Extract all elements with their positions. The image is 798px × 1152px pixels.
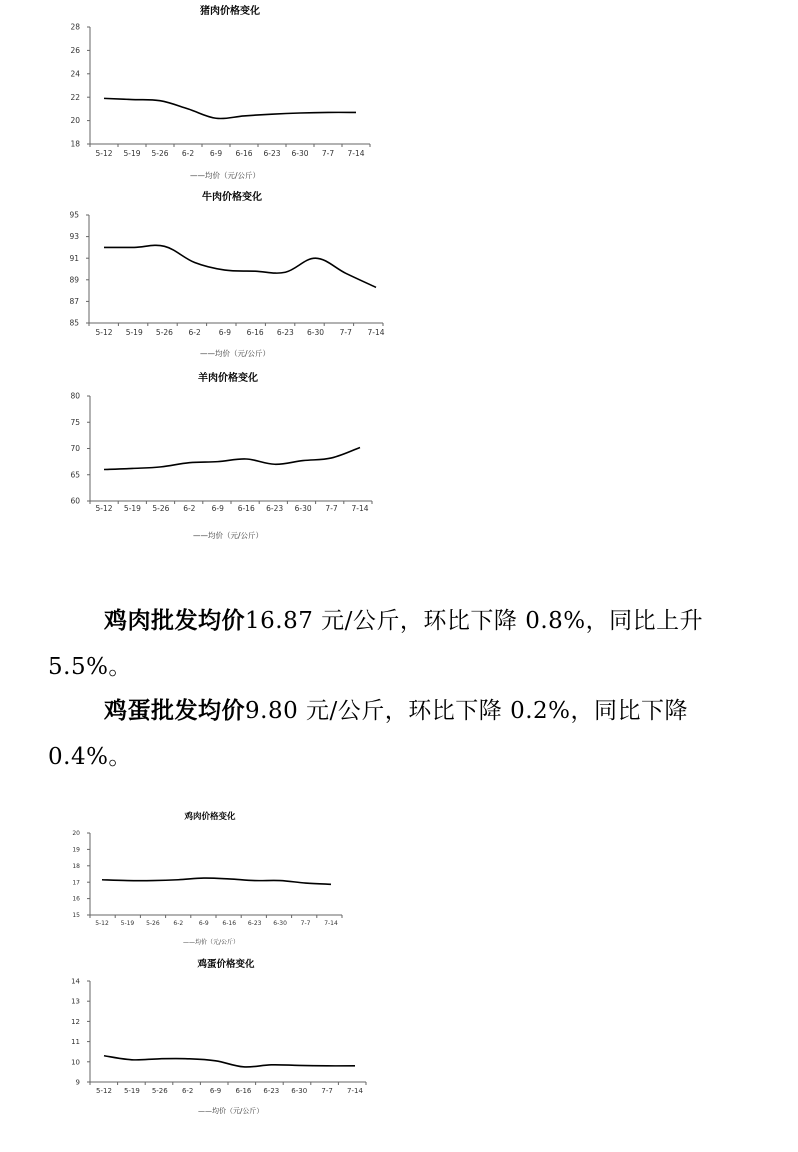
y-tick-label: 89 (69, 275, 79, 285)
x-tick-label: 7-14 (324, 920, 338, 927)
chart-title: 牛肉价格变化 (202, 192, 262, 203)
x-tick-label: 5-12 (95, 328, 113, 337)
x-tick-label: 6-9 (211, 504, 224, 513)
y-tick-label: 19 (72, 846, 80, 854)
x-tick-label: 6-30 (291, 1087, 308, 1095)
x-tick-label: 6-23 (263, 1087, 280, 1095)
y-tick-label: 18 (70, 139, 80, 149)
x-tick-label: 5-12 (95, 149, 113, 158)
x-tick-label: 5-26 (146, 920, 160, 927)
pork-price-chart (0, 0, 400, 190)
x-tick-label: 6-9 (218, 328, 232, 337)
x-tick-label: 6-9 (209, 1087, 222, 1095)
y-tick-label: 60 (70, 496, 80, 506)
chart-title: 猪肉价格变化 (200, 6, 260, 17)
x-tick-label: 5-19 (125, 328, 143, 337)
y-tick-label: 24 (70, 69, 80, 79)
series-line (104, 447, 360, 469)
legend-entry: ——均价（元/公斤） (198, 1107, 264, 1115)
x-tick-label: 5-26 (151, 1087, 168, 1095)
x-tick-label: 5-26 (152, 504, 170, 513)
y-tick-label: 87 (69, 297, 79, 307)
series-line (102, 878, 331, 884)
legend-entry: ——均价（元/公斤） (200, 349, 271, 358)
x-tick-label: 7-7 (339, 328, 352, 337)
x-tick-label: 6-16 (235, 1087, 252, 1095)
y-tick-label: 93 (69, 232, 79, 242)
y-tick-label: 95 (69, 210, 79, 220)
series-line (104, 1056, 355, 1067)
y-tick-label: 80 (70, 391, 80, 401)
x-tick-label: 7-7 (325, 504, 338, 513)
x-tick-label: 6-2 (181, 1087, 194, 1095)
legend-entry: ——均价（元/公斤） (193, 531, 264, 540)
x-tick-label: 6-30 (273, 920, 287, 927)
x-tick-label: 6-16 (222, 920, 237, 927)
y-tick-label: 22 (70, 92, 80, 102)
series-line (104, 245, 376, 287)
beef-price-chart (0, 186, 400, 366)
x-tick-label: 6-23 (276, 328, 294, 337)
x-tick-label: 6-9 (198, 920, 209, 927)
chicken-price-body: 16.87 元/公斤，环比下降 0.8%，同比上升 5.5%。 (48, 608, 704, 680)
egg-price-body: 9.80 元/公斤，环比下降 0.2%，同比下降 0.4%。 (48, 698, 689, 770)
chicken-price-paragraph (48, 598, 748, 690)
y-tick-label: 10 (71, 1058, 80, 1067)
y-tick-label: 91 (69, 253, 79, 263)
x-tick-label: 6-2 (188, 328, 201, 337)
x-tick-label: 5-12 (95, 920, 109, 927)
y-tick-label: 65 (70, 470, 80, 480)
y-tick-label: 11 (71, 1038, 80, 1047)
x-tick-label: 6-30 (294, 504, 312, 513)
egg-price-lead: 鸡蛋批发均价 (104, 697, 245, 724)
y-tick-label: 26 (70, 46, 80, 56)
x-tick-label: 6-2 (181, 149, 195, 158)
legend-entry: ——均价（元/公斤） (190, 171, 261, 180)
y-tick-label: 14 (71, 977, 80, 986)
x-tick-label: 5-19 (120, 920, 135, 927)
y-tick-label: 20 (70, 116, 80, 126)
chicken-price-lead: 鸡肉批发均价 (104, 607, 245, 634)
x-tick-label: 5-12 (96, 1087, 112, 1095)
chart-title: 羊肉价格变化 (198, 373, 258, 384)
y-tick-label: 17 (72, 879, 80, 887)
x-tick-label: 5-26 (155, 328, 173, 337)
mutton-price-chart (0, 368, 400, 553)
chart-title: 鸡肉价格变化 (184, 812, 236, 822)
x-tick-label: 6-2 (183, 504, 196, 513)
y-tick-label: 75 (70, 417, 80, 427)
x-tick-label: 6-30 (291, 149, 309, 158)
x-tick-label: 6-16 (235, 149, 253, 158)
x-tick-label: 5-19 (123, 504, 141, 513)
y-tick-label: 13 (71, 997, 80, 1006)
x-tick-label: 5-19 (123, 1087, 140, 1095)
x-tick-label: 5-12 (95, 504, 113, 513)
x-tick-label: 6-16 (237, 504, 255, 513)
legend-entry: ——均价（元/公斤） (183, 939, 240, 946)
y-tick-label: 70 (70, 444, 80, 454)
x-tick-label: 5-19 (123, 149, 141, 158)
x-tick-label: 6-16 (246, 328, 264, 337)
x-tick-label: 7-7 (300, 920, 311, 927)
y-tick-label: 9 (75, 1078, 80, 1087)
x-tick-label: 6-9 (209, 149, 223, 158)
y-tick-label: 12 (71, 1017, 80, 1026)
y-tick-label: 28 (70, 22, 80, 32)
x-tick-label: 7-7 (321, 149, 335, 158)
y-tick-label: 15 (72, 912, 80, 920)
y-tick-label: 20 (72, 830, 80, 838)
x-tick-label: 6-23 (263, 149, 281, 158)
x-tick-label: 7-7 (321, 1087, 333, 1095)
x-tick-label: 7-14 (367, 328, 385, 337)
x-tick-label: 6-23 (266, 504, 284, 513)
egg-price-paragraph (48, 688, 748, 780)
y-tick-label: 85 (69, 318, 79, 328)
chart-title: 鸡蛋价格变化 (197, 959, 255, 970)
x-tick-label: 6-23 (247, 920, 262, 927)
x-tick-label: 6-2 (173, 920, 184, 927)
x-tick-label: 7-14 (347, 1087, 363, 1095)
egg-price-chart (0, 955, 400, 1125)
y-tick-label: 16 (72, 895, 80, 903)
chicken-price-chart (0, 808, 400, 953)
y-tick-label: 18 (72, 862, 80, 870)
x-tick-label: 6-30 (307, 328, 325, 337)
x-tick-label: 7-14 (347, 149, 365, 158)
x-tick-label: 5-26 (151, 149, 169, 158)
series-line (104, 98, 356, 118)
x-tick-label: 7-14 (351, 504, 369, 513)
